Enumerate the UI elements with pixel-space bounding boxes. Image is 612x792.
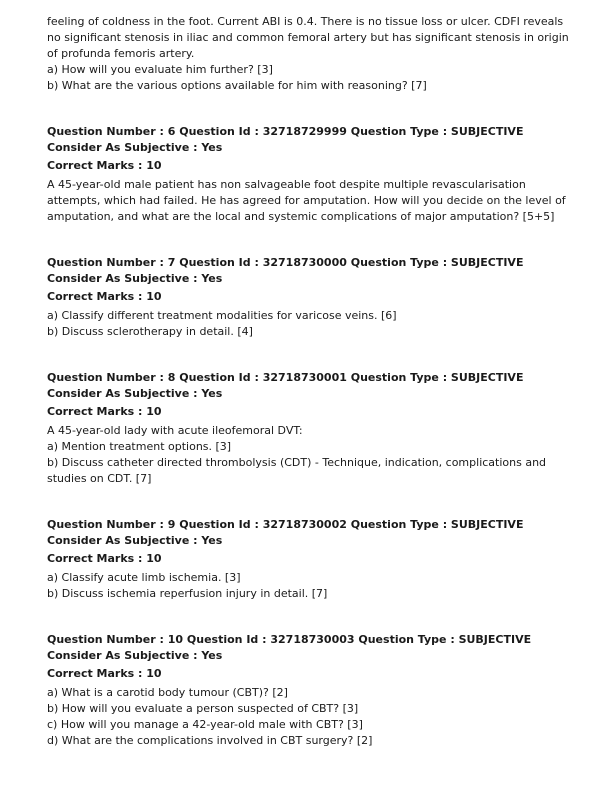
question-9 [47,517,572,602]
question-text: A 45-year-old lady with acute ileofemoral DVT: [47,424,303,437]
question-part-a: a) Classify different treatment modalities for varicose veins. [6] [47,309,397,322]
correct-marks: Correct Marks : 10 [47,552,162,565]
question-6 [47,124,572,225]
question-part-a: a) Classify acute limb ischemia. [3] [47,571,241,584]
question-header: Question Number : 10 Question Id : 32718730003 Question Type : SUBJECTIVE Consider As Subjective : Yes [47,633,532,662]
question-header: Question Number : 8 Question Id : 32718730001 Question Type : SUBJECTIVE Consider As Subjective : Yes [47,371,524,400]
intro-paragraph: feeling of coldness in the foot. Current ABI is 0.4. There is no tissue loss or ulcer. CDFI reveals no significant stenosis in iliac and common femoral artery but has significant stenosis in origin of profunda femoris artery. [47,15,569,60]
question-part-a: a) Mention treatment options. [3] [47,440,232,453]
question-part-b: b) How will you evaluate a person suspected of CBT? [3] [47,702,359,715]
question-body [47,570,572,602]
question-part-b: b) Discuss sclerotherapy in detail. [4] [47,325,253,338]
question-5-continuation [47,14,572,94]
correct-marks: Correct Marks : 10 [47,667,162,680]
correct-marks: Correct Marks : 10 [47,159,162,172]
question-body [47,177,572,225]
question-part-b: b) Discuss catheter directed thrombolysis (CDT) - Technique, indication, complications and studies on CDT. [7] [47,456,547,485]
question-8 [47,370,572,487]
question-part-b: b) Discuss ischemia reperfusion injury in detail. [7] [47,587,328,600]
question-header: Question Number : 6 Question Id : 32718729999 Question Type : SUBJECTIVE Consider As Subjective : Yes [47,125,524,154]
question-7 [47,255,572,340]
question-text: A 45-year-old male patient has non salvageable foot despite multiple revascularisation attempts, which had failed. He has agreed for amputation. How will you decide on the level of amputation, and what are the local and systemic complications of major amputation? [5+5] [47,178,566,223]
question-part-a: a) What is a carotid body tumour (CBT)? [2] [47,686,288,699]
correct-marks: Correct Marks : 10 [47,405,162,418]
question-header: Question Number : 7 Question Id : 32718730000 Question Type : SUBJECTIVE Consider As Subjective : Yes [47,256,524,285]
intro-part-b: b) What are the various options available for him with reasoning? [7] [47,79,427,92]
question-header: Question Number : 9 Question Id : 32718730002 Question Type : SUBJECTIVE Consider As Subjective : Yes [47,518,524,547]
question-part-d: d) What are the complications involved in CBT surgery? [2] [47,734,373,747]
question-10 [47,632,572,749]
question-body [47,308,572,340]
question-body [47,423,572,487]
question-body [47,685,572,749]
question-part-c: c) How will you manage a 42-year-old male with CBT? [3] [47,718,363,731]
correct-marks: Correct Marks : 10 [47,290,162,303]
intro-part-a: a) How will you evaluate him further? [3] [47,63,273,76]
